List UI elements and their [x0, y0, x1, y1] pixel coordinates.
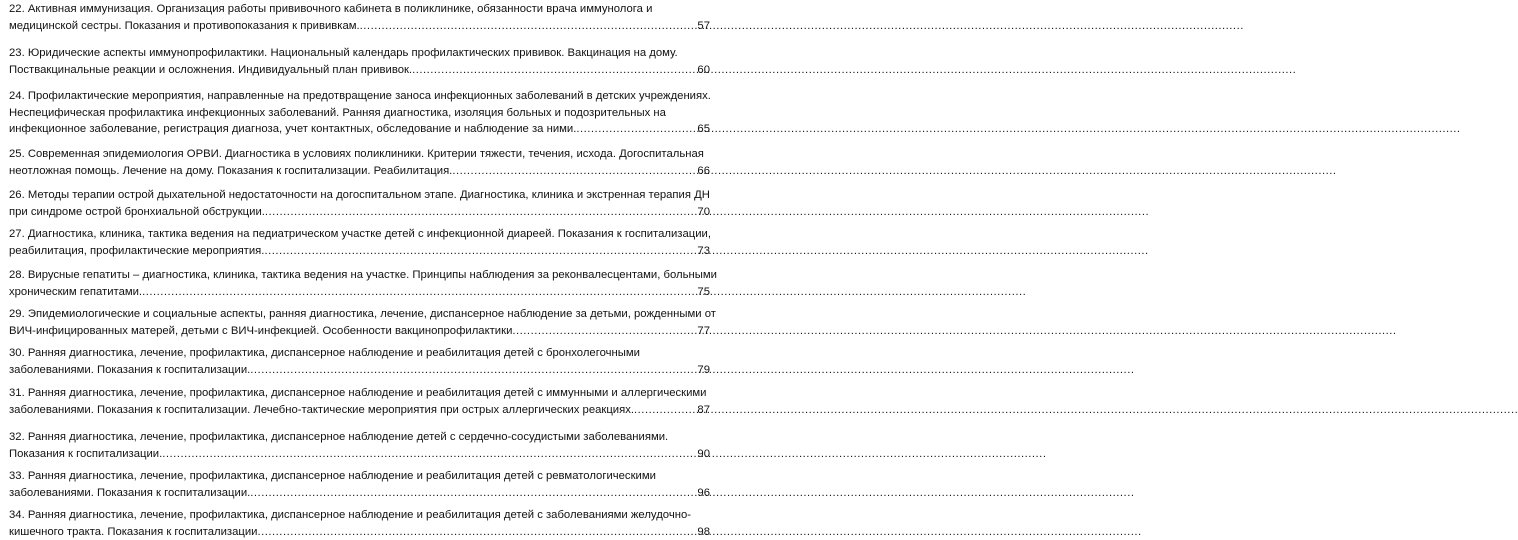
toc-entry-line	[9, 62, 710, 79]
toc-entry-text: заболеваниями. Показания к госпитализации.	[9, 485, 250, 502]
toc-entry-line	[9, 18, 710, 35]
toc-entry-line	[9, 524, 710, 540]
toc-entry[interactable]	[9, 306, 710, 339]
toc-entry-text: 27. Диагностика, клиника, тактика ведения на педиатрическом участке детей с инфекционной диареей. Показания к госпитализации,	[9, 226, 711, 243]
dot-leader	[142, 284, 696, 301]
toc-entry-text: 28. Вирусные гепатиты – диагностика, клиника, тактика ведения на участке. Принципы наблюдения за реконвалесцентами, больными	[9, 267, 717, 284]
dot-leader	[264, 243, 696, 260]
toc-entry-text: 29. Эпидемиологические и социальные аспекты, ранняя диагностика, лечение, диспансерное наблюдение за детьми, рожденными от	[9, 306, 716, 323]
toc-page-number: 70	[697, 204, 710, 221]
toc-entry[interactable]	[9, 429, 710, 462]
toc-page-number: 98	[697, 524, 710, 540]
toc-entry-text: 33. Ранняя диагностика, лечение, профилактика, диспансерное наблюдение и реабилитация детей с ревматологическими	[9, 468, 656, 485]
toc-entry-line	[9, 105, 710, 122]
toc-entry-text: 22. Активная иммунизация. Организация работы прививочного кабинета в поликлинике, обязанности врача иммунолога и	[9, 1, 652, 18]
dot-leader	[412, 62, 696, 79]
toc-entry[interactable]	[9, 88, 710, 138]
toc-entry[interactable]	[9, 45, 710, 78]
toc-entry-text: неотложная помощь. Лечение на дому. Показания к госпитализации. Реабилитация.	[9, 163, 452, 180]
toc-page-number: 79	[697, 362, 710, 379]
toc-entry-text: заболеваниями. Показания к госпитализации. Лечебно-тактические мероприятия при острых аллергических реакциях.	[9, 402, 634, 419]
dot-leader	[512, 323, 696, 340]
toc-entry-line	[9, 121, 710, 138]
toc-entry-line	[9, 284, 710, 301]
table-of-contents	[0, 0, 738, 539]
toc-entry-text: 24. Профилактические мероприятия, направленные на предотвращение заноса инфекционных заболеваний в детских учреждениях.	[9, 88, 711, 105]
toc-entry-line	[9, 485, 710, 502]
toc-entry-text: 26. Методы терапии острой дыхательной недостаточности на догоспитальном этапе. Диагностика, клиника и экстренная терапия ДН	[9, 187, 710, 204]
dot-leader	[360, 18, 697, 35]
toc-entry-text: реабилитация, профилактические мероприятия.	[9, 243, 264, 260]
toc-entry-text: заболеваниями. Показания к госпитализации.	[9, 362, 250, 379]
toc-entry-line	[9, 226, 710, 243]
toc-entry-text: при синдроме острой бронхиальной обструкции.	[9, 204, 265, 221]
toc-entry-text: инфекционное заболевание, регистрация диагноза, учет контактных, обследование и наблюдение за ними.	[9, 121, 576, 138]
dot-leader	[250, 362, 696, 379]
toc-entry-line	[9, 187, 710, 204]
toc-entry-line	[9, 88, 710, 105]
toc-entry[interactable]	[9, 507, 710, 540]
toc-entry-line	[9, 402, 710, 419]
toc-page-number: 90	[697, 446, 710, 463]
toc-entry-text: 30. Ранняя диагностика, лечение, профилактика, диспансерное наблюдение и реабилитация детей с бронхолегочными	[9, 345, 640, 362]
toc-entry-text: ВИЧ-инфицированных матерей, детьми с ВИЧ-инфекцией. Особенности вакцинопрофилактики	[9, 323, 512, 340]
dot-leader	[250, 485, 696, 502]
toc-entry[interactable]	[9, 1, 710, 34]
toc-entry[interactable]	[9, 385, 710, 418]
toc-page-number: 73	[697, 243, 710, 260]
toc-entry-line	[9, 243, 710, 260]
toc-page-number: 60	[697, 62, 710, 79]
toc-entry-line	[9, 45, 710, 62]
toc-page-number: 57	[697, 18, 710, 35]
toc-page-number: 75	[697, 284, 710, 301]
toc-page-number: 96	[697, 485, 710, 502]
toc-entry[interactable]	[9, 345, 710, 378]
toc-entry[interactable]	[9, 468, 710, 501]
toc-entry-text: 32. Ранняя диагностика, лечение, профилактика, диспансерное наблюдение детей с сердечно-сосудистыми заболеваниями.	[9, 429, 668, 446]
toc-entry-line	[9, 1, 710, 18]
dot-leader	[576, 121, 696, 138]
toc-entry-text: Показания к госпитализации.	[9, 446, 162, 463]
dot-leader	[634, 402, 696, 419]
toc-entry-text: Неспецифическая профилактика инфекционных заболеваний. Ранняя диагностика, изоляция больных и подозрительных на	[9, 105, 666, 122]
toc-page-number: 77	[697, 323, 710, 340]
dot-leader	[162, 446, 696, 463]
toc-entry-line	[9, 446, 710, 463]
toc-entry-line	[9, 323, 710, 340]
dot-leader	[452, 163, 696, 180]
toc-entry[interactable]	[9, 187, 710, 220]
toc-entry-text: Поствакцинальные реакции и осложнения. Индивидуальный план прививок.	[9, 62, 412, 79]
toc-entry-text: кишечного тракта. Показания к госпитализации	[9, 524, 257, 540]
toc-entry-line	[9, 267, 710, 284]
toc-entry-line	[9, 345, 710, 362]
toc-entry[interactable]	[9, 146, 710, 179]
toc-entry-line	[9, 507, 710, 524]
toc-entry-line	[9, 429, 710, 446]
toc-entry-line	[9, 468, 710, 485]
toc-entry-line	[9, 306, 710, 323]
toc-entry-line	[9, 146, 710, 163]
toc-page-number: 87	[697, 402, 710, 419]
toc-entry[interactable]	[9, 267, 710, 300]
toc-entry-line	[9, 163, 710, 180]
toc-entry-text: хроническим гепатитами.	[9, 284, 142, 301]
toc-entry-text: 31. Ранняя диагностика, лечение, профилактика, диспансерное наблюдение и реабилитация детей с иммунными и аллергическими	[9, 385, 706, 402]
toc-page-number: 66	[697, 163, 710, 180]
toc-entry-line	[9, 385, 710, 402]
dot-leader	[257, 524, 696, 540]
toc-page-number: 65	[697, 121, 710, 138]
toc-entry-text: 25. Современная эпидемиология ОРВИ. Диагностика в условиях поликлиники. Критерии тяжести, течения, исхода. Догоспитальная	[9, 146, 704, 163]
toc-entry-line	[9, 362, 710, 379]
toc-entry-text: 23. Юридические аспекты иммунопрофилактики. Национальный календарь профилактических прививок. Вакцинация на дому.	[9, 45, 678, 62]
toc-entry[interactable]	[9, 226, 710, 259]
toc-entry-line	[9, 204, 710, 221]
toc-entry-text: медицинской сестры. Показания и противопоказания к прививкам.	[9, 18, 360, 35]
toc-entry-text: 34. Ранняя диагностика, лечение, профилактика, диспансерное наблюдение и реабилитация детей с заболеваниями желудочно-	[9, 507, 691, 524]
dot-leader	[265, 204, 697, 221]
